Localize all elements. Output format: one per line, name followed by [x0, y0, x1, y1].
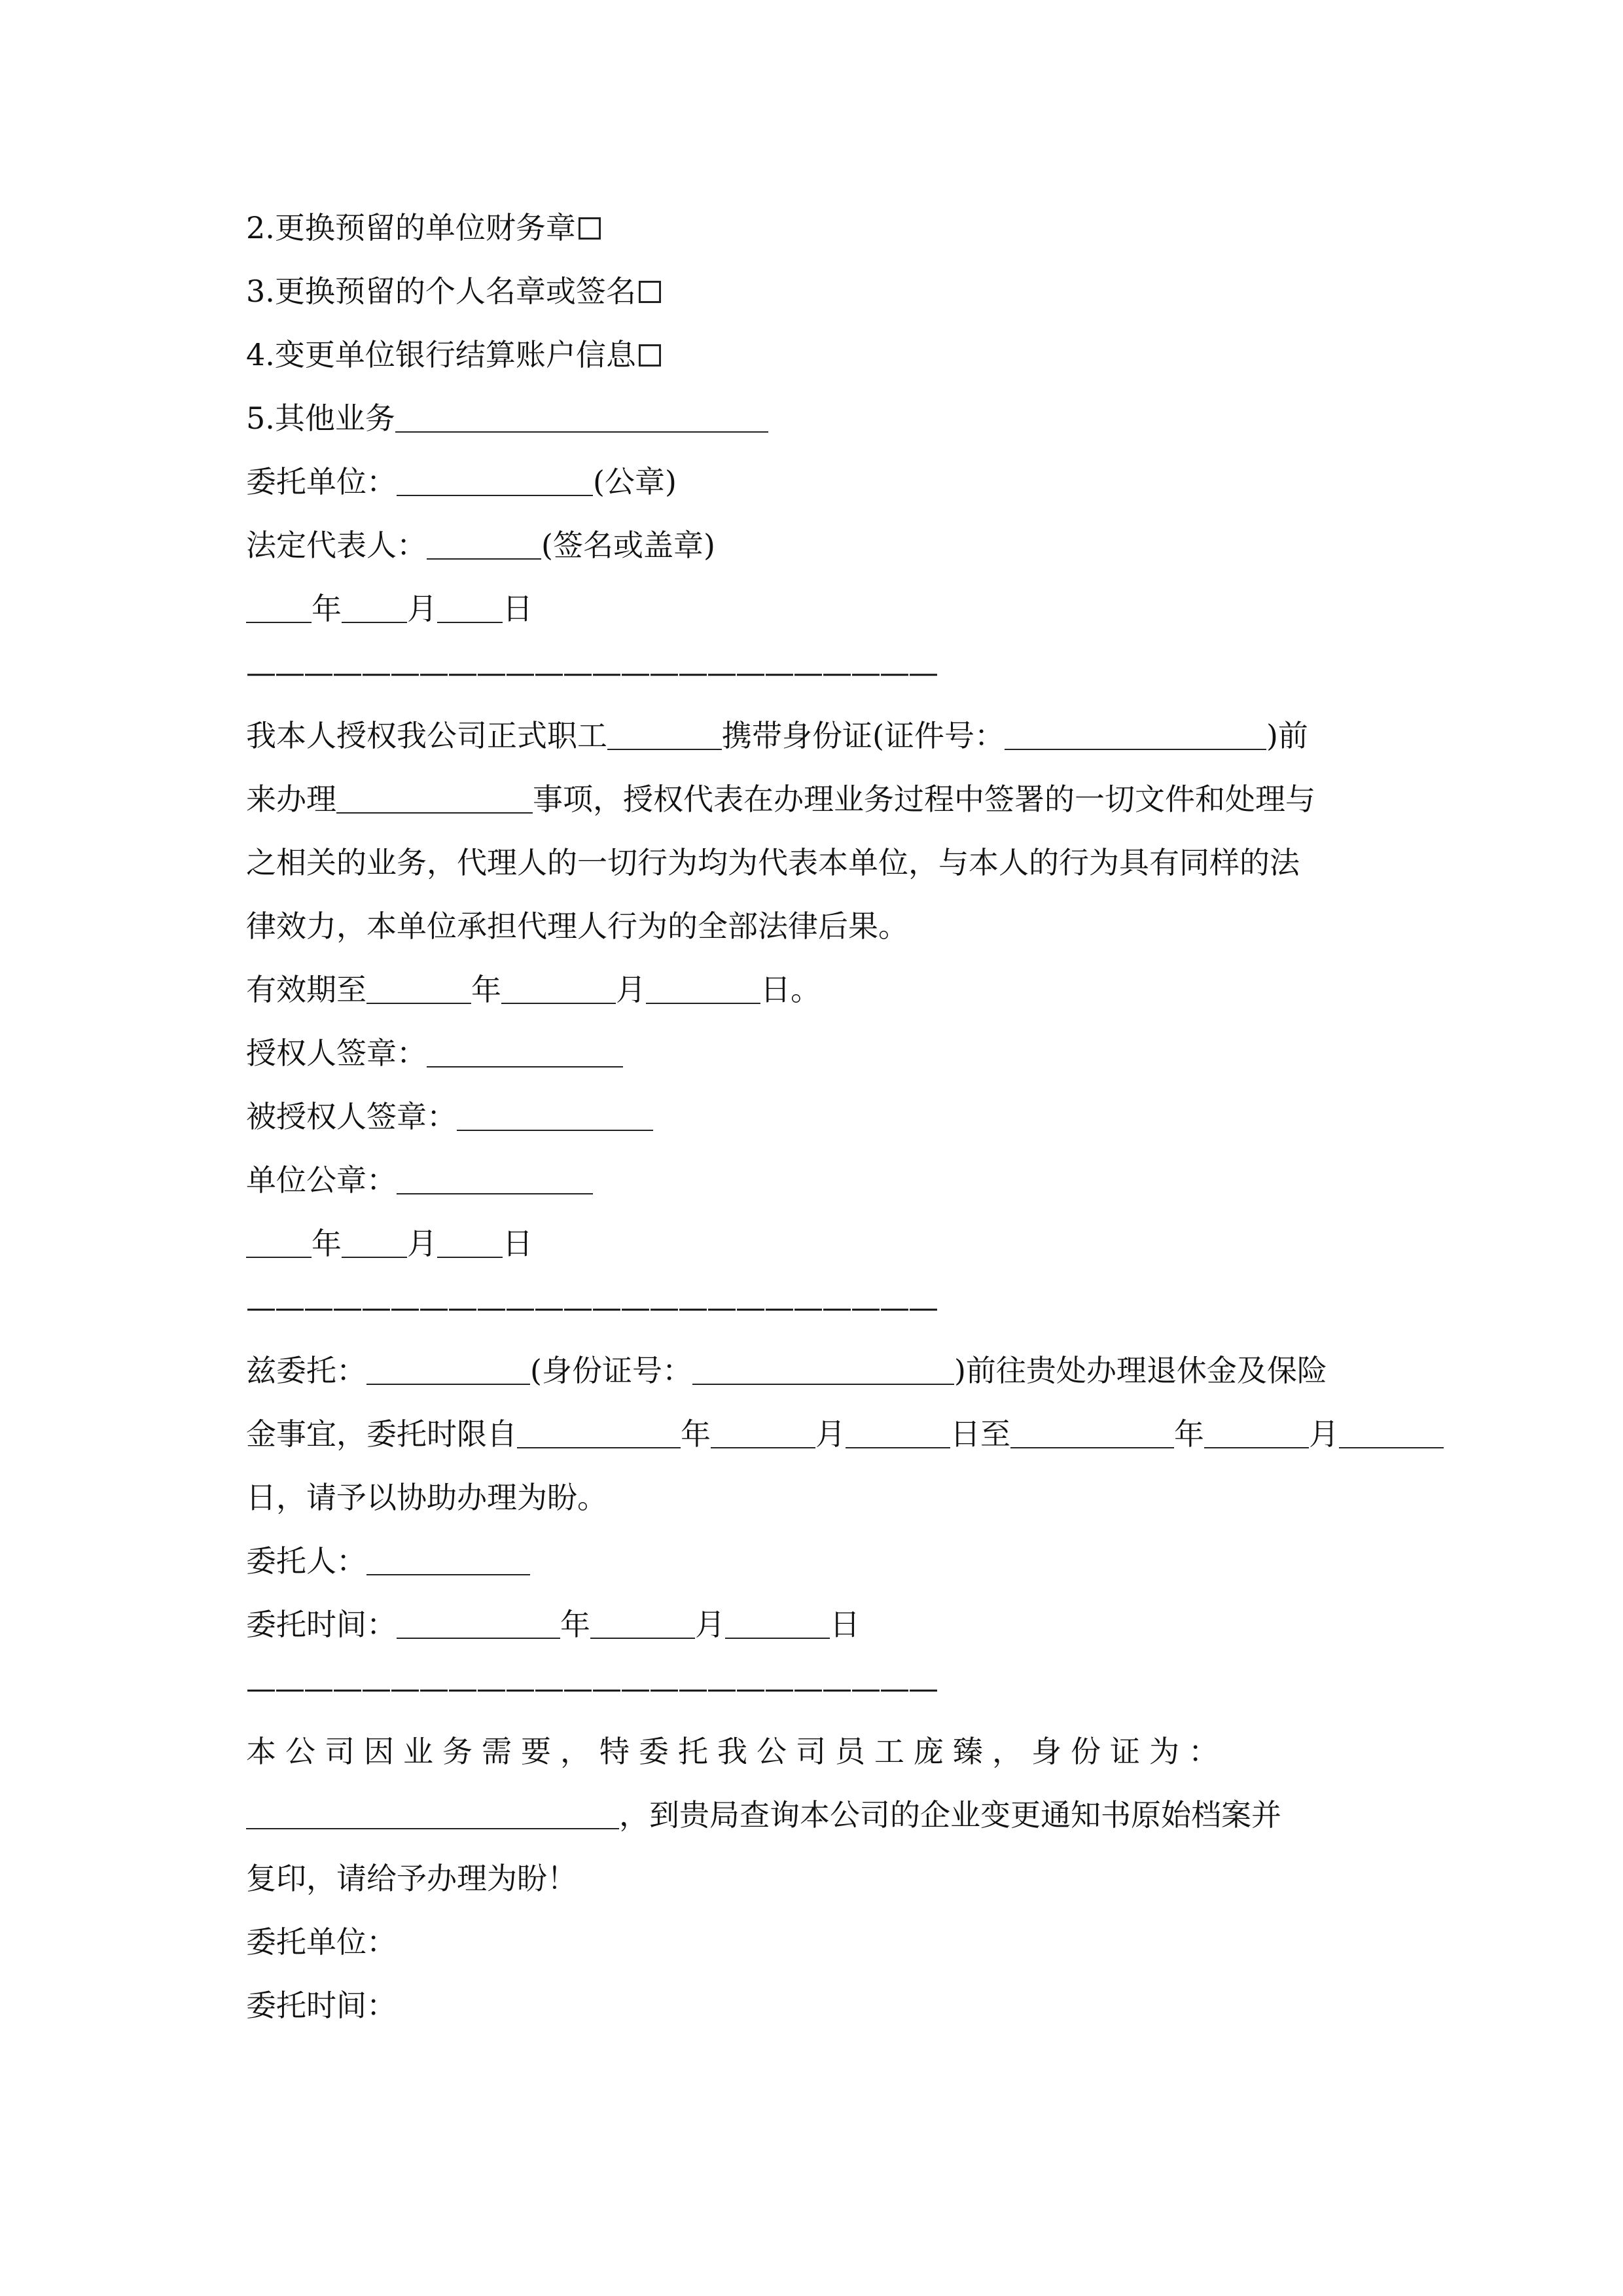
- entrust-time-day-blank[interactable]: [725, 1607, 830, 1639]
- entrust-line-2: [246, 1403, 1378, 1466]
- grantor-sign-label: 授权人签章：: [246, 1035, 427, 1071]
- year-label-1: 年: [312, 591, 342, 626]
- item-2-text: 2.更换预留的单位财务章: [246, 210, 576, 245]
- valid-day-blank[interactable]: [646, 973, 760, 1004]
- unit-seal-blank[interactable]: [397, 1163, 593, 1194]
- other-business-blank[interactable]: [395, 401, 768, 433]
- auth-p1-c: )前: [1266, 718, 1308, 753]
- grantee-sign-line: [246, 1085, 1378, 1149]
- grantor-sign-blank[interactable]: [427, 1036, 623, 1067]
- item-5-line: [246, 387, 1378, 450]
- day-label-1: 日: [503, 591, 533, 626]
- matter-blank[interactable]: [336, 782, 533, 814]
- sign-or-seal-label: (签名或盖章): [541, 528, 715, 563]
- grantee-sign-label: 被授权人签章：: [246, 1099, 457, 1134]
- item-3-checkbox[interactable]: [639, 281, 661, 303]
- entrust-time-month-label: 月: [695, 1607, 725, 1642]
- item-5-text: 5.其他业务: [246, 401, 395, 436]
- date-line-1: [246, 577, 1378, 641]
- company-client-unit-line: 委托单位：: [246, 1924, 397, 1960]
- official-seal-label: (公章): [593, 464, 677, 499]
- entrust-time-month-blank[interactable]: [590, 1607, 695, 1639]
- entrust-p2-a: 金事宜，委托时限自: [246, 1416, 517, 1452]
- valid-month-blank[interactable]: [501, 973, 616, 1004]
- item-3-text: 3.更换预留的个人名章或签名: [246, 274, 636, 309]
- month-label-1: 月: [407, 591, 437, 626]
- valid-year-blank[interactable]: [366, 973, 471, 1004]
- auth-para-line-2: [246, 768, 1378, 831]
- item-3-line: [246, 260, 1378, 323]
- id-label: (身份证号：: [530, 1353, 692, 1388]
- to-month-blank[interactable]: [1204, 1417, 1309, 1448]
- day-to-label: 日至: [950, 1416, 1010, 1452]
- from-year-blank[interactable]: [517, 1417, 681, 1448]
- entrust-time-day-label: 日: [830, 1607, 860, 1642]
- from-month-blank[interactable]: [711, 1417, 815, 1448]
- separator-2: ————————————————————————: [246, 1289, 937, 1325]
- to-day-blank[interactable]: [1339, 1417, 1444, 1448]
- legal-rep-label: 法定代表人：: [246, 528, 427, 563]
- item-2-line: [246, 196, 1378, 260]
- purpose-text: )前往贵处办理退休金及保险: [954, 1353, 1327, 1388]
- item-4-text: 4.变更单位银行结算账户信息: [246, 337, 636, 372]
- from-month-label: 月: [815, 1416, 846, 1452]
- entrust-line-1: [246, 1339, 1378, 1403]
- item-2-checkbox[interactable]: [579, 217, 601, 240]
- client-unit-line: [246, 450, 1378, 514]
- company-entrust-time-line: 委托时间：: [246, 1988, 397, 2023]
- entrust-line-3: 日，请予以协助办理为盼。: [246, 1480, 607, 1515]
- year-blank-1[interactable]: [246, 592, 312, 623]
- client-unit-blank[interactable]: [397, 465, 593, 496]
- item-4-checkbox[interactable]: [639, 344, 661, 367]
- unit-seal-line: [246, 1149, 1378, 1212]
- month-label-2: 月: [407, 1226, 437, 1261]
- document-content: [246, 196, 1378, 2037]
- day-blank-1[interactable]: [437, 592, 503, 623]
- date-line-2: [246, 1212, 1378, 1276]
- month-blank-2[interactable]: [342, 1227, 407, 1258]
- auth-para-line-1: [246, 704, 1378, 768]
- client-blank[interactable]: [366, 1544, 530, 1575]
- legal-rep-line: [246, 514, 1378, 577]
- entrust-label: 兹委托：: [246, 1353, 366, 1388]
- entrust-time-label: 委托时间：: [246, 1607, 397, 1642]
- to-month-label: 月: [1309, 1416, 1339, 1452]
- auth-para-line-3: 之相关的业务，代理人的一切行为均为代表本单位，与本人的行为具有同样的法: [246, 845, 1300, 880]
- valid-year-label: 年: [471, 972, 501, 1007]
- auth-p2-b: 事项，授权代表在办理业务过程中签署的一切文件和处理与: [533, 781, 1315, 817]
- auth-p2-a: 来办理: [246, 781, 336, 817]
- entrust-time-line: [246, 1593, 1378, 1657]
- company-id-blank[interactable]: [246, 1798, 619, 1829]
- month-blank-1[interactable]: [342, 592, 407, 623]
- entrust-name-blank[interactable]: [366, 1354, 530, 1385]
- separator-1: ————————————————————————: [246, 655, 937, 690]
- entrust-time-year-label: 年: [560, 1607, 590, 1642]
- day-label-2: 日: [503, 1226, 533, 1261]
- client-unit-label: 委托单位：: [246, 464, 397, 499]
- client-label: 委托人：: [246, 1543, 366, 1579]
- company-para-line-1: 本公司因业务需要，特委托我公司员工庞臻，身份证为：: [246, 1734, 1228, 1769]
- separator-3: ————————————————————————: [246, 1670, 937, 1706]
- company-para-line-3: 复印，请给予办理为盼！: [246, 1861, 577, 1896]
- grantee-sign-blank[interactable]: [457, 1100, 653, 1131]
- legal-rep-blank[interactable]: [427, 528, 541, 560]
- grantor-sign-line: [246, 1022, 1378, 1085]
- item-4-line: [246, 323, 1378, 387]
- auth-para-line-4: 律效力，本单位承担代理人行为的全部法律后果。: [246, 908, 908, 944]
- auth-p1-b: 携带身份证(证件号：: [722, 718, 1005, 753]
- client-line: [246, 1530, 1378, 1593]
- company-p2: ，到贵局查询本公司的企业变更通知书原始档案并: [619, 1797, 1281, 1833]
- year-label-2: 年: [312, 1226, 342, 1261]
- valid-month-label: 月: [616, 972, 646, 1007]
- from-year-label: 年: [681, 1416, 711, 1452]
- from-day-blank[interactable]: [846, 1417, 950, 1448]
- auth-p1-a: 我本人授权我公司正式职工: [246, 718, 607, 753]
- year-blank-2[interactable]: [246, 1227, 312, 1258]
- day-blank-2[interactable]: [437, 1227, 503, 1258]
- to-year-label: 年: [1174, 1416, 1204, 1452]
- employee-name-blank[interactable]: [607, 719, 722, 750]
- to-year-blank[interactable]: [1010, 1417, 1174, 1448]
- unit-seal-label: 单位公章：: [246, 1162, 397, 1198]
- entrust-id-blank[interactable]: [692, 1354, 954, 1385]
- company-para-line-2: [246, 1784, 1378, 1847]
- id-number-blank[interactable]: [1005, 719, 1266, 750]
- entrust-time-year-blank[interactable]: [397, 1607, 560, 1639]
- valid-day-label: 日。: [760, 972, 821, 1007]
- valid-until-line: [246, 958, 1378, 1022]
- valid-until-label: 有效期至: [246, 972, 366, 1007]
